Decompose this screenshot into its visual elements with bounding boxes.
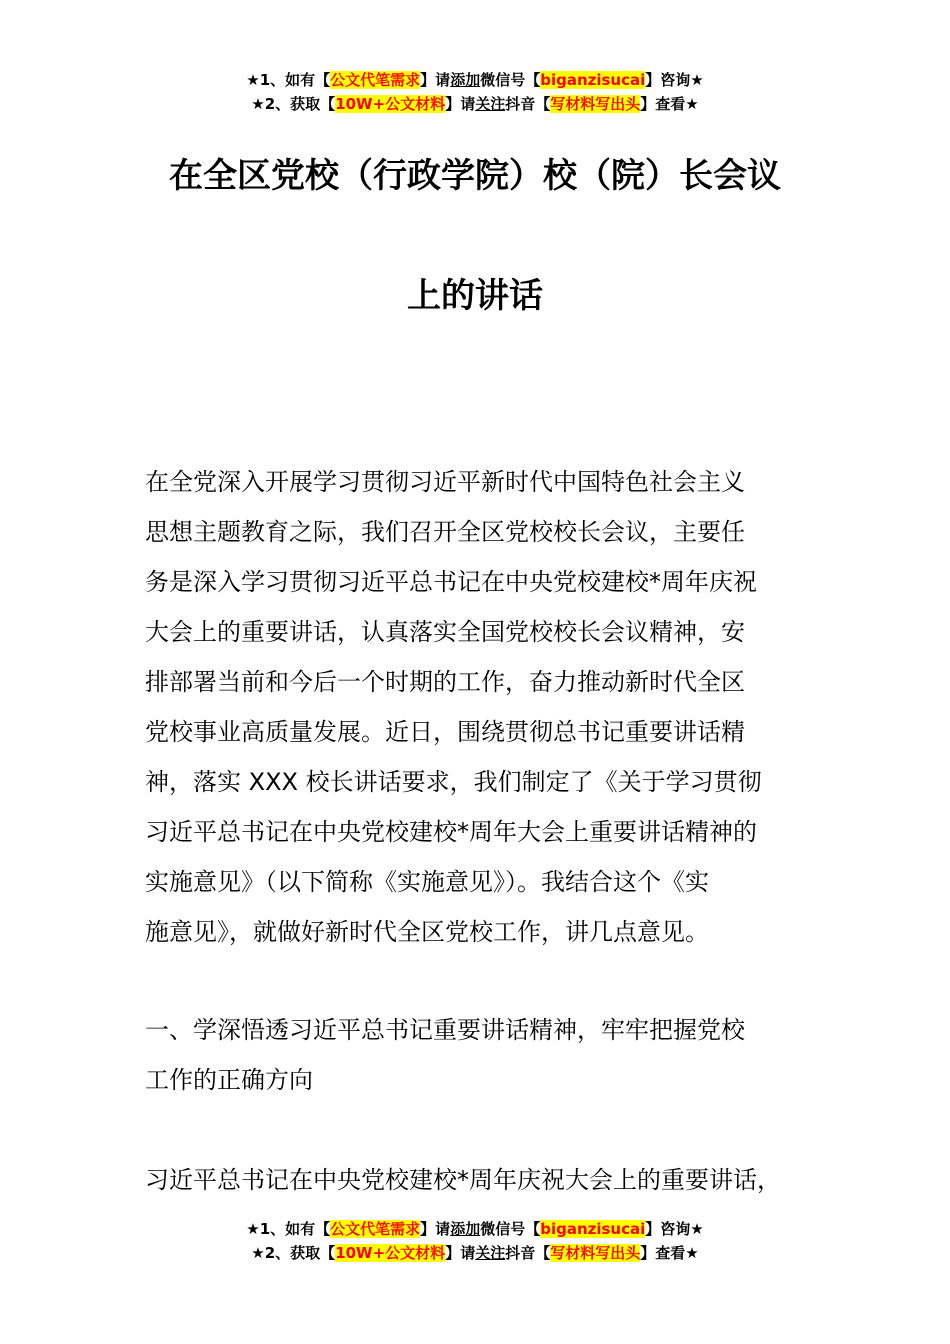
paragraph-section-1 [145,1155,835,1205]
highlight-materials: 10W+公文材料 [335,95,446,113]
text-line: 施意见》，就做好新时代全区党校工作，讲几点意见。 [145,918,709,946]
text-line: 排部署当前和今后一个时期的工作，奋力推动新时代全区 [145,668,745,696]
text-line: 在全党深入开展学习贯彻习近平新时代中国特色社会主义 [145,468,745,496]
highlight-wechat-id: biganzisucai [540,71,646,89]
text-line: 习近平总书记在中央党校建校*周年大会上重要讲话精神的 [145,818,757,846]
highlight-materials: 10W+公文材料 [335,1244,446,1262]
highlight-wechat-id: biganzisucai [540,1220,646,1238]
highlight-service: 公文代笔需求 [330,71,421,89]
header-notice [0,68,950,116]
text-line: 务是深入学习贯彻习近平总书记在中央党校建校*周年庆祝 [145,568,757,596]
notice-line-1: ★1、如有【公文代笔需求】请添加微信号【biganzisucai】咨询★ [246,1220,704,1238]
heading-line: 工作的正确方向 [145,1066,313,1094]
text-line: 神，落实 XXX 校长讲话要求，我们制定了《关于学习贯彻 [145,768,762,796]
document-title-line-2: 上的讲话 [407,276,543,316]
text-line: 大会上的重要讲话，认真落实全国党校校长会议精神，安 [145,618,745,646]
text-line: 习近平总书记在中央党校建校*周年庆祝大会上的重要讲话， [145,1166,781,1194]
highlight-douyin: 写材料写出头 [550,1244,641,1262]
notice-line-1: ★1、如有【公文代笔需求】请添加微信号【biganzisucai】咨询★ [246,71,704,89]
text-line: 党校事业高质量发展。近日，围绕贯彻总书记重要讲话精 [145,718,745,746]
document-title-line-1: 在全区党校（行政学院）校（院）长会议 [169,156,781,196]
notice-line-2: ★2、获取【10W+公文材料】请关注抖音【写材料写出头】查看★ [251,95,699,113]
footer-notice [0,1217,950,1265]
heading-line: 一、学深悟透习近平总书记重要讲话精神，牢牢把握党校 [145,1016,745,1044]
text-line: 实施意见》（以下简称《实施意见》）。我结合这个《实 [145,868,709,896]
highlight-douyin: 写材料写出头 [550,95,641,113]
highlight-service: 公文代笔需求 [330,1220,421,1238]
paragraph-intro [145,457,835,957]
notice-line-2: ★2、获取【10W+公文材料】请关注抖音【写材料写出头】查看★ [251,1244,699,1262]
section-heading-1 [145,1005,835,1105]
text-line: 思想主题教育之际，我们召开全区党校校长会议，主要任 [145,518,745,546]
